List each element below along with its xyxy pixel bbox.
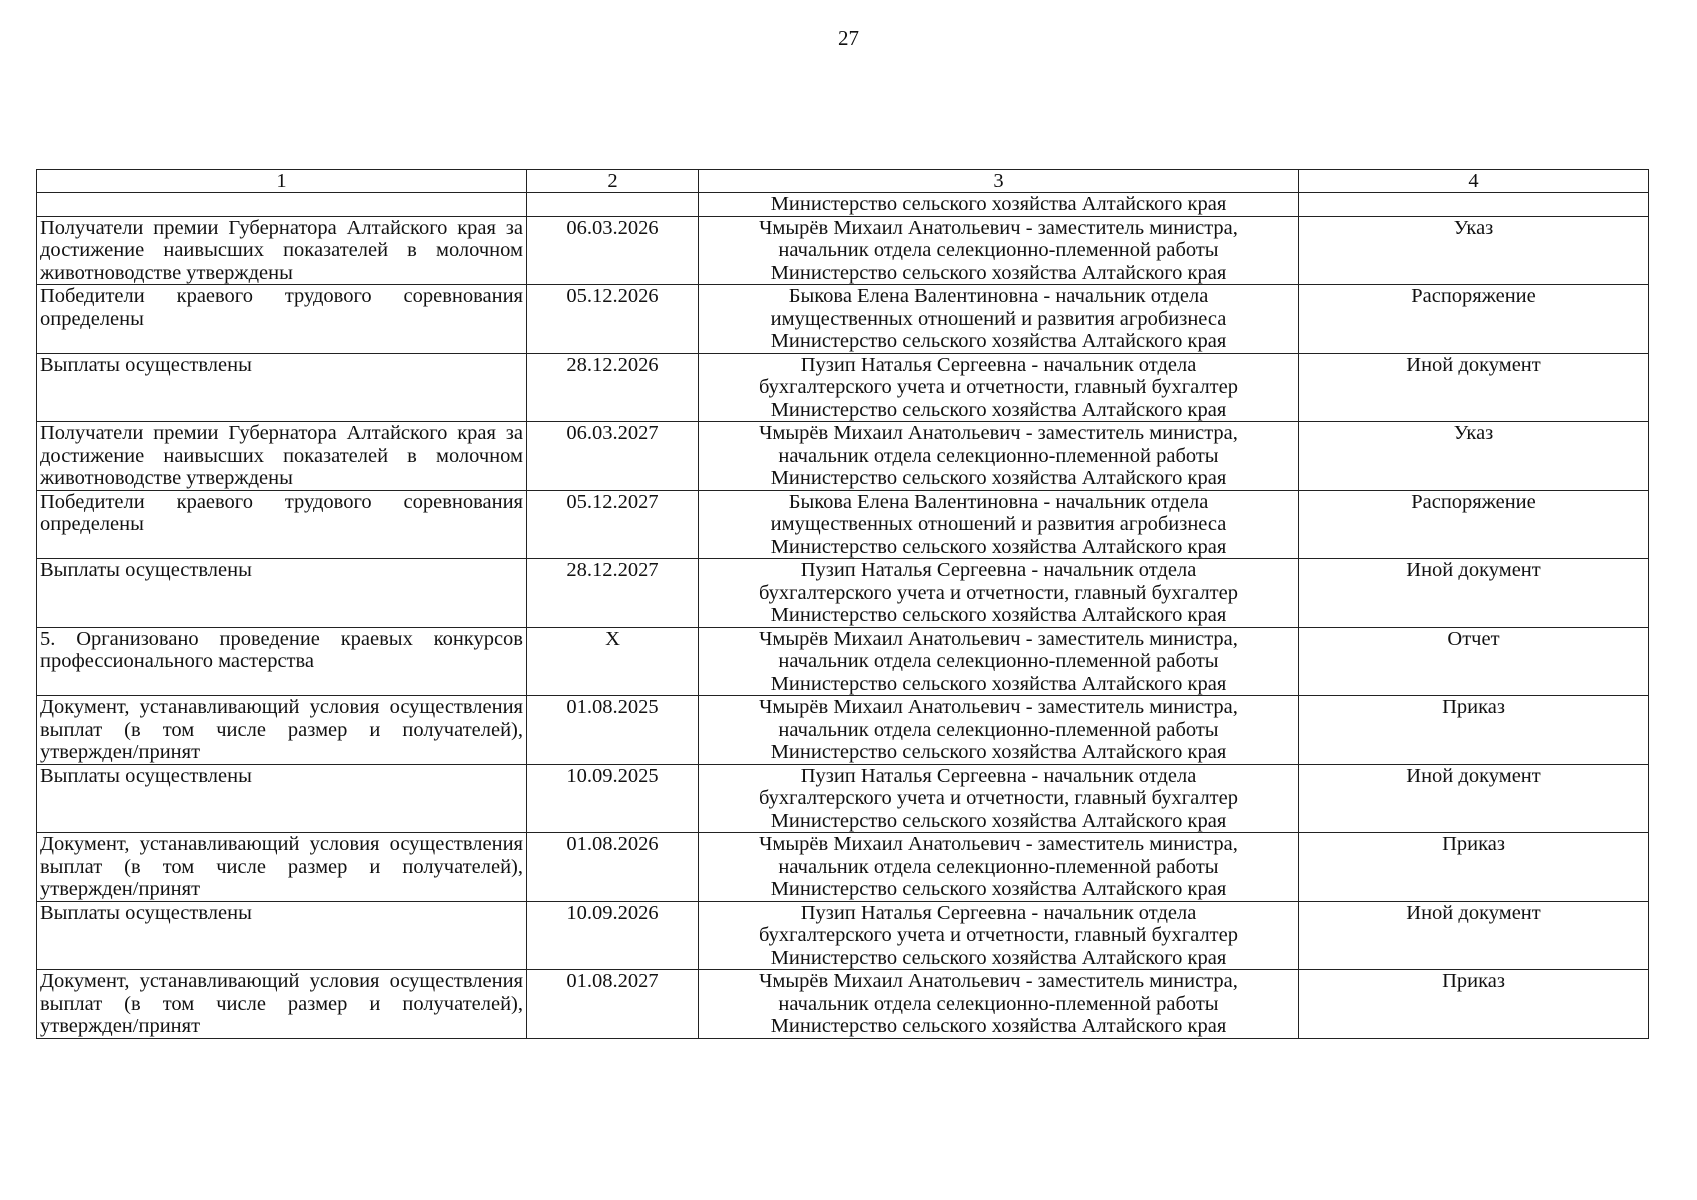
table-row (37, 901, 1649, 970)
cell-document-type: Приказ (1299, 833, 1649, 902)
responsible-line: Чмырёв Михаил Анатольевич - заместитель министра, (759, 627, 1238, 650)
table-row (37, 490, 1649, 559)
responsible-line: Министерство сельского хозяйства Алтайского края (770, 467, 1227, 489)
cell-date: 05.12.2026 (527, 285, 699, 354)
responsible-line: Министерство сельского хозяйства Алтайского края (770, 878, 1227, 900)
cell-result: Выплаты осуществлены (37, 901, 527, 970)
cell-document-type (1299, 193, 1649, 217)
cell-responsible (699, 422, 1299, 491)
responsible-line: Пузип Наталья Сергеевна - начальник отдела (800, 901, 1197, 924)
responsible-line: Министерство сельского хозяйства Алтайского края (770, 193, 1227, 215)
cell-responsible (699, 193, 1299, 217)
table-row (37, 559, 1649, 628)
table-row (37, 353, 1649, 422)
column-header-1: 1 (37, 170, 527, 193)
table-row (37, 422, 1649, 491)
responsible-line: начальник отдела селекционно-племенной работы (778, 992, 1219, 1015)
cell-result (37, 193, 527, 217)
schedule-table (36, 169, 1649, 1039)
responsible-line: Министерство сельского хозяйства Алтайского края (770, 672, 1227, 695)
responsible-line: начальник отдела селекционно-племенной работы (778, 444, 1219, 467)
cell-result: Документ, устанавливающий условия осуществления выплат (в том числе размер и получателей), утвержден/принят (37, 970, 527, 1039)
cell-result: Получатели премии Губернатора Алтайского края за достижение наивысших показателей в молочном животноводстве утверждены (37, 422, 527, 491)
responsible-line: бухгалтерского учета и отчетности, главный бухгалтер (758, 924, 1238, 946)
cell-responsible (699, 833, 1299, 902)
responsible-line: начальник отдела селекционно-племенной работы (778, 239, 1219, 261)
responsible-line: Министерство сельского хозяйства Алтайского края (770, 604, 1227, 626)
cell-date: 10.09.2025 (527, 764, 699, 833)
responsible-line: начальник отдела селекционно-племенной работы (778, 718, 1219, 741)
cell-responsible (699, 970, 1299, 1039)
cell-responsible (699, 353, 1299, 422)
cell-date (527, 193, 699, 217)
responsible-line: бухгалтерского учета и отчетности, главный бухгалтер (758, 376, 1238, 398)
responsible-line: Пузип Наталья Сергеевна - начальник отдела (800, 764, 1197, 787)
cell-document-type: Приказ (1299, 970, 1649, 1039)
cell-responsible (699, 696, 1299, 765)
responsible-line: Министерство сельского хозяйства Алтайского края (770, 809, 1227, 832)
table-row (37, 970, 1649, 1039)
responsible-line: Министерство сельского хозяйства Алтайского края (770, 946, 1227, 969)
cell-document-type: Иной документ (1299, 901, 1649, 970)
cell-date: 01.08.2025 (527, 696, 699, 765)
responsible-line: Чмырёв Михаил Анатольевич - заместитель министра, (759, 833, 1238, 855)
cell-responsible (699, 627, 1299, 696)
cell-document-type: Приказ (1299, 696, 1649, 765)
cell-result: Документ, устанавливающий условия осуществления выплат (в том числе размер и получателей), утвержден/принят (37, 696, 527, 765)
cell-responsible (699, 490, 1299, 559)
column-header-3: 3 (699, 170, 1299, 193)
responsible-line: Министерство сельского хозяйства Алтайского края (770, 741, 1227, 763)
responsible-line: Быкова Елена Валентиновна - начальник отдела (788, 490, 1209, 513)
responsible-line: Чмырёв Михаил Анатольевич - заместитель министра, (759, 422, 1238, 444)
cell-date: 10.09.2026 (527, 901, 699, 970)
responsible-line: начальник отдела селекционно-племенной работы (778, 650, 1219, 672)
table-row (37, 216, 1649, 285)
table-row (37, 833, 1649, 902)
responsible-line: Министерство сельского хозяйства Алтайского края (770, 330, 1227, 352)
cell-date: 28.12.2027 (527, 559, 699, 628)
responsible-line: Министерство сельского хозяйства Алтайского края (770, 398, 1227, 421)
cell-result: Документ, устанавливающий условия осуществления выплат (в том числе размер и получателей), утвержден/принят (37, 833, 527, 902)
cell-document-type: Иной документ (1299, 353, 1649, 422)
cell-date: 01.08.2026 (527, 833, 699, 902)
table-row (37, 696, 1649, 765)
responsible-line: Министерство сельского хозяйства Алтайского края (770, 535, 1227, 558)
responsible-line: Быкова Елена Валентиновна - начальник отдела (788, 285, 1209, 307)
responsible-line: Чмырёв Михаил Анатольевич - заместитель министра, (759, 216, 1238, 239)
column-header-2: 2 (527, 170, 699, 193)
cell-result: Победители краевого трудового соревнования определены (37, 490, 527, 559)
cell-responsible (699, 901, 1299, 970)
cell-result: Выплаты осуществлены (37, 764, 527, 833)
cell-document-type: Иной документ (1299, 764, 1649, 833)
table-header-row (37, 170, 1649, 193)
cell-date: Х (527, 627, 699, 696)
cell-document-type: Распоряжение (1299, 285, 1649, 354)
cell-result: Выплаты осуществлены (37, 353, 527, 422)
table-row (37, 764, 1649, 833)
cell-result: Выплаты осуществлены (37, 559, 527, 628)
cell-date: 05.12.2027 (527, 490, 699, 559)
responsible-line: имущественных отношений и развития агробизнеса (770, 307, 1227, 330)
cell-responsible (699, 285, 1299, 354)
table-body (37, 193, 1649, 1039)
cell-document-type: Распоряжение (1299, 490, 1649, 559)
cell-responsible (699, 559, 1299, 628)
cell-responsible (699, 764, 1299, 833)
cell-result: 5. Организовано проведение краевых конкурсов профессионального мастерства (37, 627, 527, 696)
cell-result: Получатели премии Губернатора Алтайского края за достижение наивысших показателей в молочном животноводстве утверждены (37, 216, 527, 285)
cell-responsible (699, 216, 1299, 285)
page-number: 27 (838, 26, 859, 50)
cell-date: 01.08.2027 (527, 970, 699, 1039)
cell-document-type: Указ (1299, 422, 1649, 491)
cell-document-type: Отчет (1299, 627, 1649, 696)
responsible-line: бухгалтерского учета и отчетности, главный бухгалтер (758, 581, 1238, 604)
responsible-line: Пузип Наталья Сергеевна - начальник отдела (800, 353, 1197, 376)
responsible-line: Министерство сельского хозяйства Алтайского края (770, 261, 1227, 284)
table-row (37, 627, 1649, 696)
table-row (37, 285, 1649, 354)
cell-result: Победители краевого трудового соревнования определены (37, 285, 527, 354)
responsible-line: имущественных отношений и развития агробизнеса (770, 513, 1227, 535)
responsible-line: бухгалтерского учета и отчетности, главный бухгалтер (758, 787, 1238, 809)
responsible-line: начальник отдела селекционно-племенной работы (778, 855, 1219, 878)
cell-date: 28.12.2026 (527, 353, 699, 422)
cell-document-type: Указ (1299, 216, 1649, 285)
table-row (37, 193, 1649, 217)
column-header-4: 4 (1299, 170, 1649, 193)
responsible-line: Чмырёв Михаил Анатольевич - заместитель министра, (759, 970, 1238, 992)
cell-date: 06.03.2027 (527, 422, 699, 491)
responsible-line: Чмырёв Михаил Анатольевич - заместитель министра, (759, 696, 1238, 718)
responsible-line: Министерство сельского хозяйства Алтайского края (770, 1015, 1227, 1037)
cell-date: 06.03.2026 (527, 216, 699, 285)
cell-document-type: Иной документ (1299, 559, 1649, 628)
responsible-line: Пузип Наталья Сергеевна - начальник отдела (800, 559, 1197, 581)
